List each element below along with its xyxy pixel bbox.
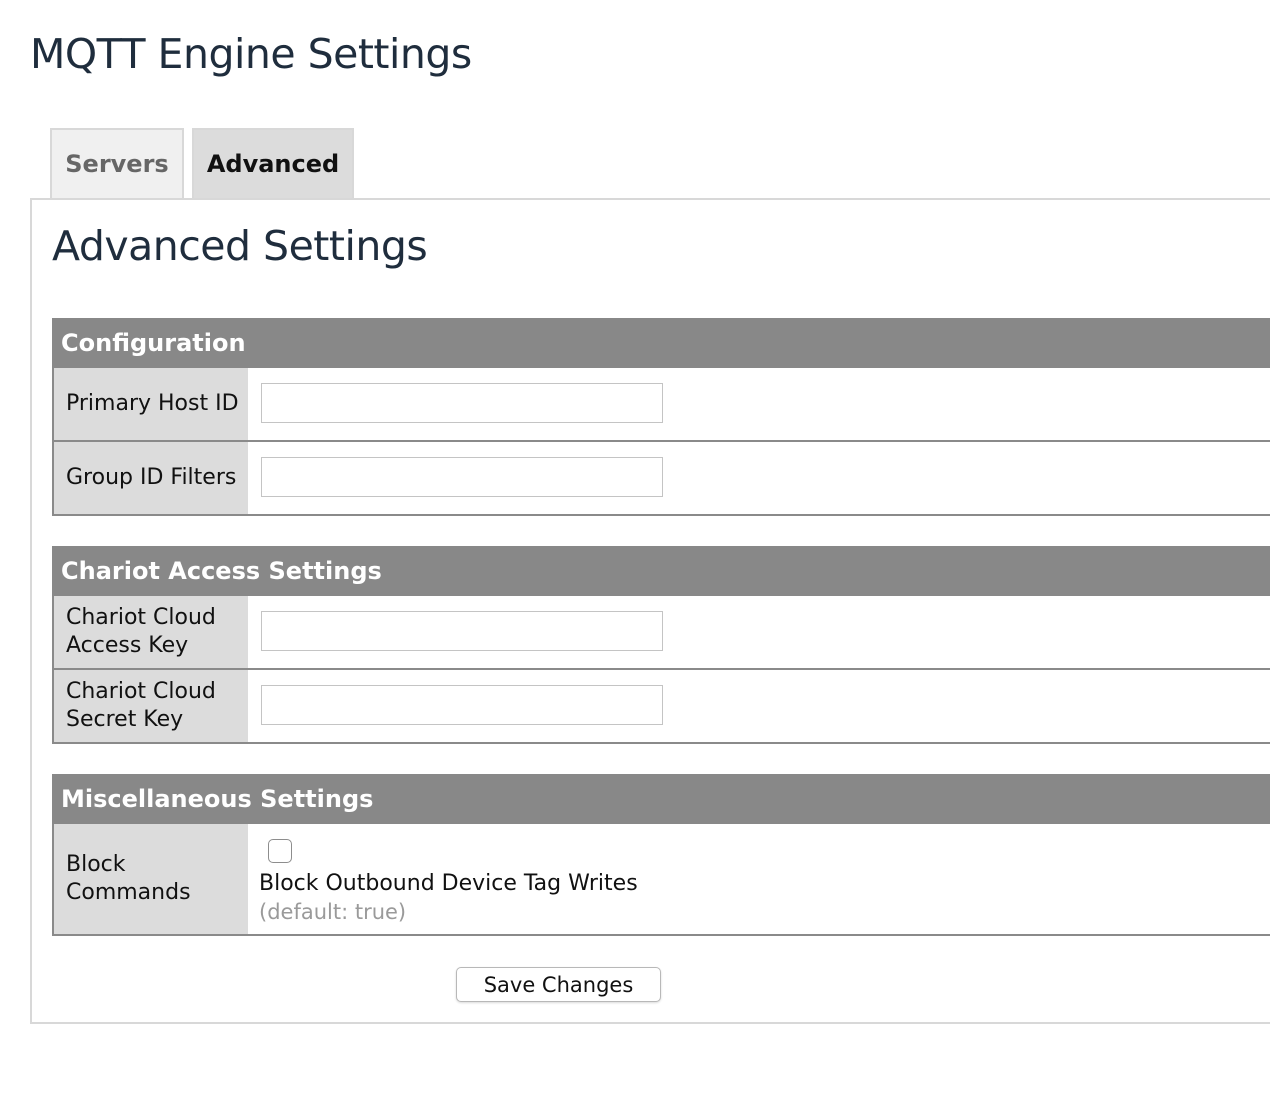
save-changes-button[interactable]: Save Changes: [456, 967, 661, 1002]
page-title: MQTT Engine Settings: [30, 30, 472, 78]
access-key-input[interactable]: [261, 611, 663, 651]
secret-key-input[interactable]: [261, 685, 663, 725]
primary-host-id-label: Primary Host ID: [54, 368, 248, 440]
secret-key-label: Chariot Cloud Secret Key: [54, 670, 248, 742]
primary-host-id-row: [52, 368, 1270, 442]
secret-key-row: [52, 670, 1270, 744]
misc-settings-header: Miscellaneous Settings: [52, 774, 1270, 824]
block-commands-default-hint: (default: true): [259, 900, 407, 924]
primary-host-id-input[interactable]: [261, 383, 663, 423]
access-key-label: Chariot Cloud Access Key: [54, 596, 248, 668]
chariot-access-group: [52, 546, 1270, 744]
block-commands-checkbox-label: Block Outbound Device Tag Writes: [259, 871, 638, 896]
tab-advanced[interactable]: Advanced: [192, 128, 354, 198]
advanced-settings-panel: [30, 198, 1270, 1024]
configuration-header: Configuration: [52, 318, 1270, 368]
group-id-filters-row: [52, 442, 1270, 516]
group-id-filters-label: Group ID Filters: [54, 442, 248, 514]
configuration-group: [52, 318, 1270, 516]
misc-settings-group: [52, 774, 1270, 936]
chariot-access-header: Chariot Access Settings: [52, 546, 1270, 596]
block-commands-row: [52, 824, 1270, 936]
tab-servers[interactable]: Servers: [50, 128, 184, 198]
block-commands-checkbox[interactable]: [268, 839, 292, 863]
group-id-filters-input[interactable]: [261, 457, 663, 497]
block-commands-label: Block Commands: [54, 824, 248, 934]
section-title: Advanced Settings: [52, 222, 428, 270]
access-key-row: [52, 596, 1270, 670]
